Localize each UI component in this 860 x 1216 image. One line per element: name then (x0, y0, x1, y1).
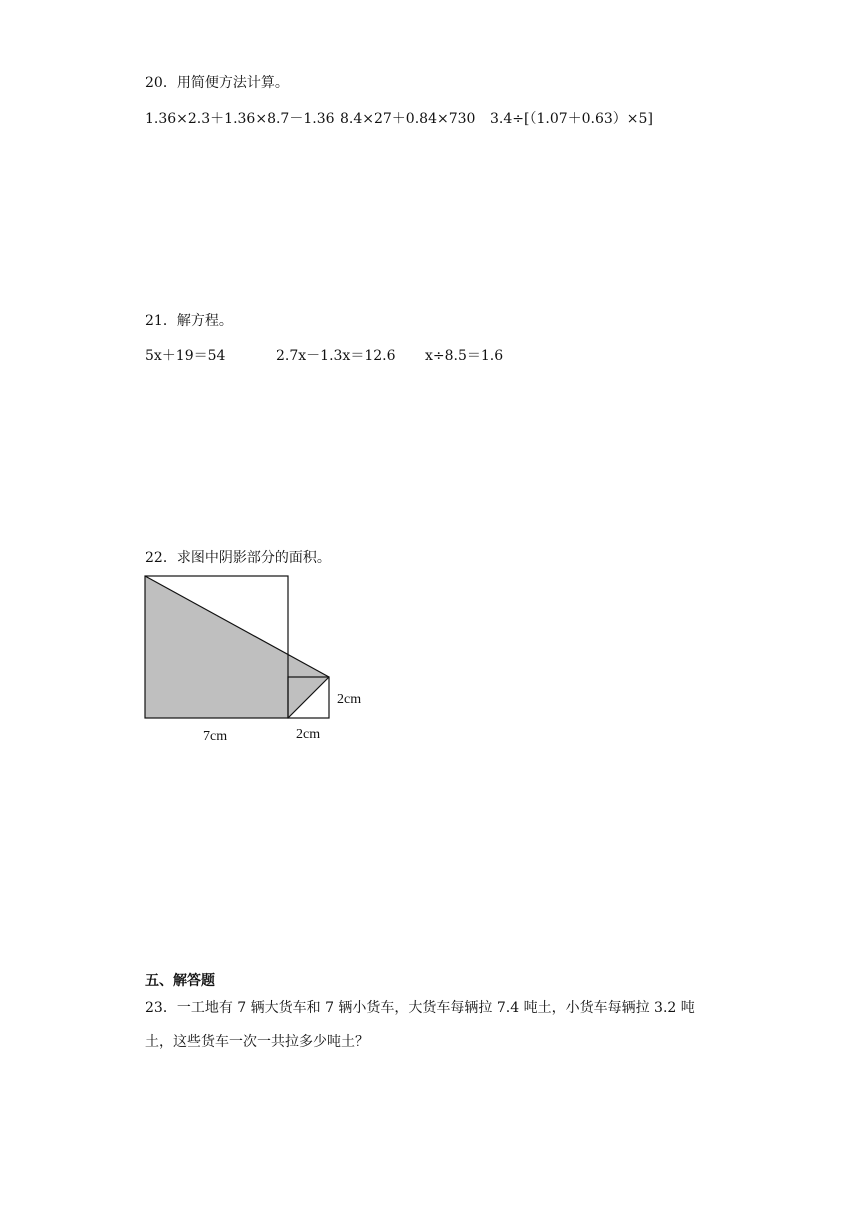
q20-expr-2: 8.4×27＋0.84×730 (340, 111, 476, 127)
section-heading: 五、解答题 (145, 973, 215, 989)
q20-title: 20．用简便方法计算。 (145, 75, 289, 91)
label-big-side: 7cm (203, 729, 228, 744)
shaded-area-figure (135, 570, 375, 750)
q20-expr-1: 1.36×2.3＋1.36×8.7－1.36 (145, 111, 335, 127)
shaded-region (145, 576, 329, 718)
label-small-side: 2cm (337, 692, 362, 707)
q21-expr-2: 2.7x－1.3x＝12.6 (276, 348, 396, 364)
q21-expr-1: 5x＋19＝54 (145, 348, 226, 364)
q22-title: 22．求图中阴影部分的面积。 (145, 550, 331, 566)
q21-expr-3: x÷8.5＝1.6 (425, 348, 504, 364)
q23-line-1: 23．一工地有 7 辆大货车和 7 辆小货车，大货车每辆拉 7.4 吨土，小货车每辆拉 3.2 吨 (145, 1000, 695, 1016)
q23-line-2: 土，这些货车一次一共拉多少吨土？ (145, 1034, 369, 1050)
label-small-bottom: 2cm (296, 727, 321, 742)
q21-title: 21．解方程。 (145, 313, 233, 329)
q20-expr-3: 3.4÷[（1.07＋0.63）×5] (490, 111, 653, 127)
